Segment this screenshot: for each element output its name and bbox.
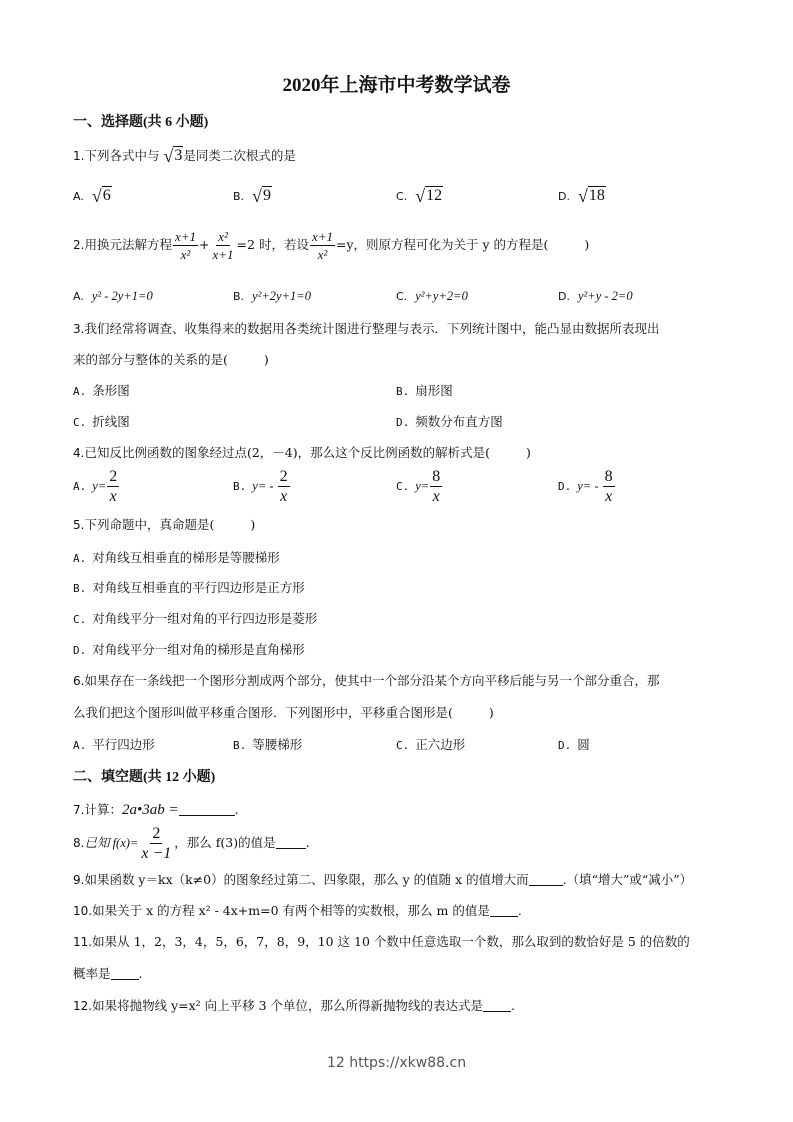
section-heading-fill: 二、填空题(共 12 小题) bbox=[73, 770, 216, 785]
answer-blank[interactable] bbox=[276, 836, 306, 849]
option-d[interactable]: D. 圆 bbox=[558, 737, 590, 752]
fraction: $\frac{x+1}{\text{x²}}$ bbox=[174, 229, 197, 262]
question-6-line-1: 6.如果存在一条线把一个图形分割成两个部分，使其中一个部分沿某个方向平移后能与另一个部分重合，那 bbox=[73, 673, 660, 688]
question-2: 2.用换元法解方程 $\frac{x+1}{\text{x²}}$ + $\frac{\text{x²}}{x+1}$ =2 时，若设 $\frac{x+1}{\text{x²}}$ =y，则原方程可化为关于 y 的方程是( ) bbox=[73, 229, 590, 262]
option-b[interactable]: B. y²+2y+1=0 bbox=[233, 289, 311, 303]
question-number: 2. bbox=[73, 238, 85, 252]
answer-blank[interactable] bbox=[490, 904, 518, 917]
option-d[interactable]: D. y²+y - 2=0 bbox=[558, 289, 633, 303]
question-7: 7.计算：2a•3ab = . bbox=[73, 802, 239, 818]
option-b[interactable]: B. 对角线互相垂直的平行四边形是正方形 bbox=[73, 580, 305, 595]
option-a[interactable]: A. 条形图 bbox=[73, 383, 130, 398]
answer-blank[interactable] bbox=[483, 999, 511, 1012]
question-11-line-2: 概率是 . bbox=[73, 966, 143, 981]
option-d[interactable]: D. 对角线平分一组对角的梯形是直角梯形 bbox=[73, 642, 305, 657]
option-c[interactable]: C. y= $\frac{8}{x}$ bbox=[396, 468, 441, 505]
option-c[interactable]: C. 折线图 bbox=[73, 414, 130, 429]
question-number: 1. bbox=[73, 149, 85, 163]
page-footer[interactable]: 12 https://xkw88.cn bbox=[326, 1055, 467, 1071]
option-a[interactable]: A. y² - 2y+1=0 bbox=[73, 289, 153, 303]
answer-blank[interactable] bbox=[179, 803, 235, 816]
answer-blank[interactable] bbox=[529, 873, 563, 886]
question-4: 4.已知反比例函数的图象经过点(2，－4)，那么这个反比例函数的解析式是( ) bbox=[73, 445, 531, 460]
option-b[interactable]: B. 等腰梯形 bbox=[233, 737, 303, 752]
question-text: 下列各式中与 bbox=[84, 148, 160, 163]
question-9: 9.如果函数 y＝kx（k≠0）的图象经过第二、四象限，那么 y 的值随 x 的值增大而 .（填“增大”或“减小”） bbox=[73, 872, 693, 887]
question-text: 用换元法解方程 bbox=[84, 237, 172, 252]
option-d[interactable]: D. 频数分布直方图 bbox=[396, 414, 503, 429]
question-3-line-2: 来的部分与整体的关系的是( ) bbox=[73, 352, 269, 367]
question-text: =2 时，若设 bbox=[236, 237, 309, 252]
option-c[interactable]: C. √12 bbox=[396, 186, 443, 206]
fraction: $\frac{x+1}{\text{x²}}$ bbox=[311, 229, 333, 262]
option-d[interactable]: D. y= - $\frac{8}{x}$ bbox=[558, 468, 613, 505]
radical-expression: √3 bbox=[163, 146, 183, 166]
option-d[interactable]: D. √18 bbox=[558, 186, 605, 206]
section-heading-choice: 一、选择题(共 6 小题) bbox=[73, 115, 209, 130]
answer-blank[interactable] bbox=[111, 967, 139, 980]
option-b[interactable]: B. y= - $\frac{2}{x}$ bbox=[233, 468, 288, 505]
question-5: 5.下列命题中，真命题是( ) bbox=[73, 517, 256, 532]
option-a[interactable]: A. 对角线互相垂直的梯形是等腰梯形 bbox=[73, 550, 280, 565]
question-8: 8.已知 f(x)= $\frac{2}{x -1}$ ，那么 f(3)的值是 . bbox=[73, 825, 310, 862]
question-11-line-1: 11.如果从 1，2，3，4，5，6，7，8，9，10 这 10 个数中任意选取一个数，那么取到的数恰好是 5 的倍数的 bbox=[73, 934, 690, 949]
option-c[interactable]: C. 对角线平分一组对角的平行四边形是菱形 bbox=[73, 611, 318, 626]
option-b[interactable]: B. √9 bbox=[233, 186, 271, 206]
question-3-line-1: 3.我们经常将调查、收集得来的数据用各类统计图进行整理与表示．下列统计图中，能凸显由数据所表现出 bbox=[73, 321, 660, 336]
option-a[interactable]: A. 平行四边形 bbox=[73, 737, 155, 752]
option-c[interactable]: C. 正六边形 bbox=[396, 737, 466, 752]
question-text: 是同类二次根式的是 bbox=[183, 148, 296, 163]
question-text: =y，则原方程可化为关于 y 的方程是( bbox=[336, 237, 549, 252]
option-a[interactable]: A. √6 bbox=[73, 186, 111, 206]
option-a[interactable]: A. y= $\frac{2}{x}$ bbox=[73, 468, 118, 505]
option-c[interactable]: C. y²+y+2=0 bbox=[396, 289, 468, 303]
page-title: 2020年上海市中考数学试卷 bbox=[282, 75, 511, 96]
question-6-line-2: 么我们把这个图形叫做平移重合图形．下列图形中，平移重合图形是( ) bbox=[73, 705, 494, 720]
option-b[interactable]: B. 扇形图 bbox=[396, 383, 453, 398]
question-12: 12.如果将抛物线 y=x² 向上平移 3 个单位，那么所得新抛物线的表达式是 . bbox=[73, 998, 516, 1013]
question-1 bbox=[73, 146, 296, 167]
question-10: 10.如果关于 x 的方程 x² - 4x+m=0 有两个相等的实数根，那么 m 的值是 . bbox=[73, 903, 522, 918]
fraction: $\frac{\text{x²}}{x+1}$ bbox=[212, 229, 234, 262]
